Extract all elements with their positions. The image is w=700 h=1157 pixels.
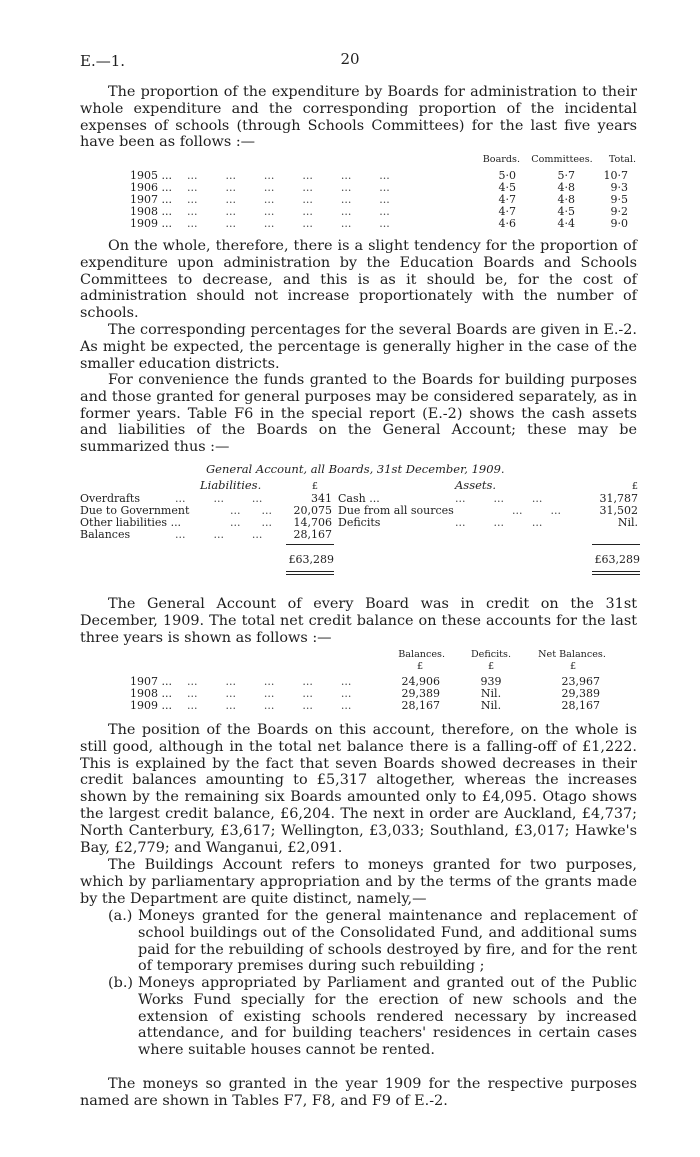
paragraph-general-account-credit: The General Account of every Board was in credit on the 31st December, 1909. The total net credit balance on these accounts for the last three years is shown as follows :— [80, 596, 637, 646]
general-account-table: General Account, all Boards, 31st December, 1909. Liabilities. Assets. £ £ Overdrafts ... ... ... 341 Cash ... ... ... ... 31,787 Due to Government ... ... 20,075 Due from all sources ... ... 31,502 Other liabilities ... ... ... 14,706 Deficits ... ... ... Nil. Balances ... ... ... 28,167 £63,289 £63,289 [0, 0, 700, 600]
list-item-a [108, 908, 637, 975]
column-header-deficits: Deficits. [470, 649, 512, 660]
column-header-total: Total. [608, 154, 636, 165]
page-number: 20 [340, 50, 360, 68]
paragraph-board-position: The position of the Boards on this account, therefore, on the whole is still good, although in the total net balance there is a falling-off of £1,222. This is explained by the fact that seven Boards showed decreases in their credit balances amounting to £5,317 altogether, whereas the increases shown by the remaining six Boards amounted only to £4,095. Otago shows the largest credit balance, £6,204. The next in order are Auckland, £4,737; North Canterbury, £3,617; Wellington, £3,033; Southland, £3,017; Hawke's Bay, £2,779; and Wanganui, £2,091. [80, 722, 637, 856]
total-liabilities: £63,289 [288, 553, 334, 566]
administration-proportion-table: Boards. Committees. Total. 1905 ... ... ... ... ... ... ... 5·0 5·7 10·7 1906 ... ... ... ... ... ... ... 4·5 4·8 9·3 1907 ... ... ... ... ... ... ... 4·7 4·8 9·5 1908 ... ... ... ... ... ... ... 4·7 4·5 9·2 1909 ... ... ... ... ... ... ... 4·6 4·4 9·0 [130, 154, 636, 230]
liabilities-currency: £ [311, 481, 318, 492]
general-account-caption: General Account, all Boards, 31st December, 1909. [206, 462, 505, 476]
paragraph-buildings-account: The Buildings Account refers to moneys granted for two purposes, which by parliamentary appropriation and by the terms of the grants made by the Department are quite distinct, namely,— [80, 857, 637, 907]
report-code: E.—1. [80, 52, 126, 70]
list-text-b: Moneys appropriated by Parliament and granted out of the Public Works Fund specially for the erection of new schools and the extension of existing schools rendered necessary by increased attendance, and for building teachers' residences in certain cases where suitable houses cannot be rented. [138, 975, 637, 1059]
paragraph-administration-tendency: On the whole, therefore, there is a slight tendency for the proportion of expenditure upon administration by the Education Boards and Schools Committees to decrease, and this is as it should be, for the cost of administration should not increase proportionately with the number of schools. [80, 238, 637, 322]
paragraph-corresponding-percentages: The corresponding percentages for the several Boards are given in E.-2. As might be expected, the percentage is generally higher in the case of the smaller education districts. [80, 322, 637, 372]
list-item-b [108, 975, 637, 1059]
assets-currency: £ [631, 481, 638, 492]
list-label-a: (a.) [108, 908, 133, 924]
total-assets: £63,289 [594, 553, 640, 566]
list-label-b: (b.) [108, 975, 134, 991]
list-text-a: Moneys granted for the general maintenance and replacement of school buildings out of the Consolidated Fund, and additional sums paid for the rebuilding of schools destroyed by fire, and for the rent of temporary premises during such rebuilding ; [138, 908, 637, 975]
column-header-balances: Balances. [398, 649, 445, 660]
column-header-boards: Boards. [482, 154, 520, 165]
paragraph-expenditure-proportion: The proportion of the expenditure by Boards for administration to their whole expenditure and the corresponding proportion of the incidental expenses of schools (through Schools Committees) for the last five years have been as follows :— [80, 84, 637, 151]
paragraph-moneys-granted: The moneys so granted in the year 1909 for the respective purposes named are shown in Tables F7, F8, and F9 of E.-2. [80, 1076, 637, 1109]
net-balances-table: Balances. Deficits. Net Balances. £ £ £ 1907 ... ... ... ... ... ... 24,906 939 23,967 1908 ... ... ... ... ... ... 29,389 Nil. 29,389 1909 ... ... ... ... ... ... 28,167 Nil. 28,167 [0, 0, 700, 720]
column-header-committees: Committees. [531, 154, 593, 165]
assets-heading: Assets. [455, 478, 497, 492]
paragraph-building-funds: For convenience the funds granted to the Boards for building purposes and those granted for general purposes may be considered separately, as in former years. Table F6 in the special report (E.-2) shows the cash assets and liabilities of the Boards on the General Account; these may be summarized thus :— [80, 372, 637, 456]
column-header-net-balances: Net Balances. [538, 649, 606, 660]
liabilities-heading: Liabilities. [200, 478, 262, 492]
